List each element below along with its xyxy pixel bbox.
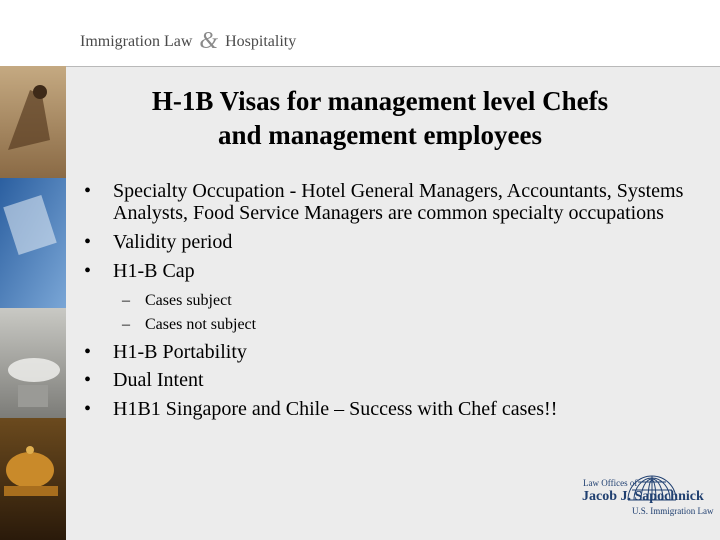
logo-line-2: Jacob J. Sapochnick: [582, 489, 704, 504]
bullet-text: H1B1 Singapore and Chile – Success with Chef cases!!: [113, 398, 558, 420]
bullet-item: [84, 341, 704, 363]
bullet-icon: •: [84, 260, 92, 282]
bullet-item: [84, 369, 704, 391]
sub-bullet-item: [84, 290, 704, 312]
bullet-icon: •: [84, 180, 92, 202]
dash-icon: –: [122, 316, 130, 333]
bullet-text: H1-B Cap: [113, 260, 195, 282]
bullet-icon: •: [84, 398, 92, 420]
dash-icon: –: [122, 292, 130, 309]
title-line-2: and management employees: [218, 120, 542, 150]
bullet-icon: •: [84, 231, 92, 253]
sub-bullet-text: Cases not subject: [145, 316, 257, 333]
photo-strip: [0, 0, 66, 540]
law-office-logo: [582, 458, 720, 528]
bullet-list: [84, 180, 704, 420]
logo-line-1: Law Offices of: [583, 478, 638, 488]
slide-title: [80, 84, 680, 152]
bullet-text: Specialty Occupation - Hotel General Managers, Accountants, Systems Analysts, Food Service Managers are common specialty occupations: [113, 180, 684, 224]
title-line-1: H-1B Visas for management level Chefs: [151, 86, 609, 116]
bullet-text: Dual Intent: [113, 369, 204, 391]
logo-line-3: U.S. Immigration Law: [632, 506, 714, 516]
sub-bullet-text: Cases subject: [145, 292, 232, 309]
brand-title: [80, 26, 296, 53]
bullet-item: [84, 398, 704, 420]
photo-strip-image: [0, 0, 66, 540]
bullet-text: Validity period: [113, 231, 233, 253]
header-divider: [66, 66, 720, 67]
bullet-icon: •: [84, 369, 92, 391]
brand-ampersand: &: [199, 28, 219, 54]
header-band: [0, 0, 720, 66]
bullet-item: [84, 260, 704, 282]
bullet-icon: •: [84, 341, 92, 363]
bullet-item: [84, 231, 704, 253]
bullet-item: [84, 180, 704, 224]
sub-bullet-item: [84, 314, 704, 336]
bullet-text: H1-B Portability: [113, 341, 247, 363]
brand-left: Immigration Law: [80, 33, 193, 50]
brand-right: Hospitality: [225, 33, 297, 50]
